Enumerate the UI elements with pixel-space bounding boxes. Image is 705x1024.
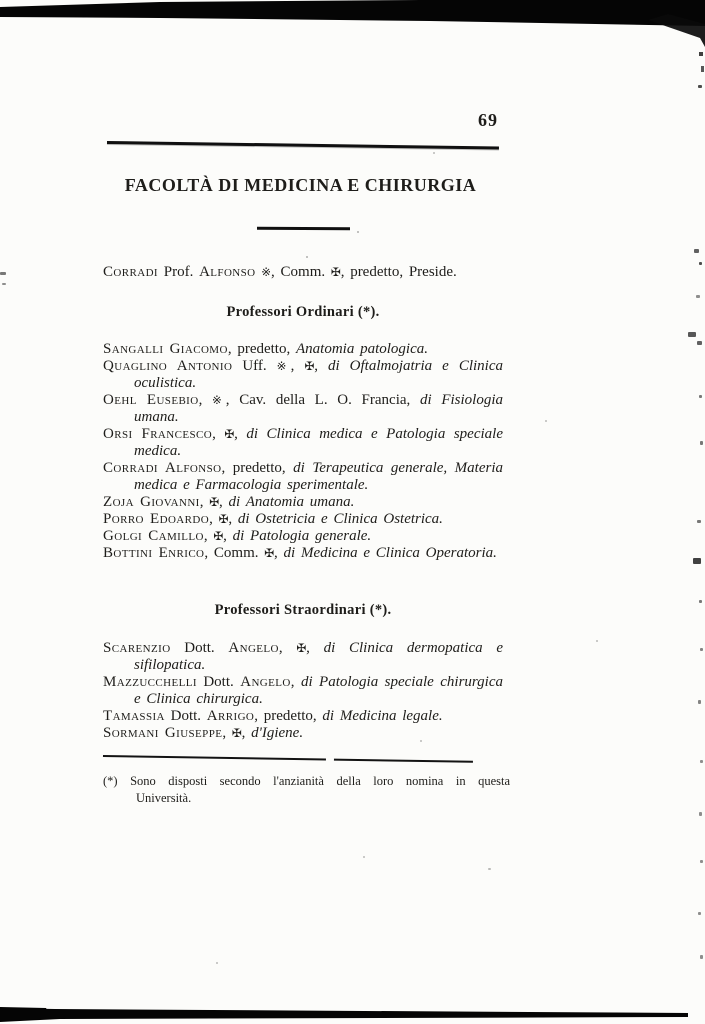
professor-entry [103, 358, 503, 392]
text-segment: Mazzucchelli [103, 674, 197, 690]
text-segment: Dott. [164, 708, 207, 724]
scan-speck [420, 740, 422, 742]
scan-speck [488, 868, 491, 870]
scan-speck [545, 420, 547, 422]
title-underline-rule [257, 227, 350, 230]
text-segment: Tamassia [103, 708, 165, 724]
scan-speck [596, 640, 598, 642]
text-segment: Orsi Francesco [103, 426, 213, 442]
text-segment: di Patologia speciale chirurgica e Clinica chirurgica. [134, 674, 504, 707]
text-segment: , predetto, Preside. [340, 264, 457, 280]
page-title: FACOLTÀ DI MEDICINA E CHIRURGIA [124, 175, 477, 195]
section-professori-straordinari [103, 602, 503, 742]
scan-speck [698, 700, 701, 704]
text-segment: Quaglino Antonio [103, 358, 233, 374]
professor-entry [103, 511, 503, 528]
scan-speck [700, 441, 703, 445]
order-cross-icon: ✠ [224, 427, 235, 441]
scan-speck [2, 283, 6, 285]
professor-entry [103, 528, 503, 545]
footnote-text: Sono disposti secondo l'anzianità della loro nomina in questa Università. [130, 774, 510, 805]
order-cross-icon: ✠ [209, 495, 220, 509]
order-cross-icon: ✠ [218, 512, 229, 526]
text-segment: Golgi Camillo [103, 528, 204, 544]
royal-order-star-icon: ※ [276, 359, 291, 373]
scan-speck [0, 272, 6, 275]
professor-list [103, 341, 503, 562]
scan-speck [694, 249, 699, 253]
order-cross-icon: ✠ [296, 641, 307, 655]
text-segment: , [228, 511, 238, 527]
text-segment: , [203, 528, 214, 544]
text-segment: Angelo [240, 674, 291, 690]
text-segment: , [314, 358, 328, 374]
order-cross-icon: ✠ [213, 529, 224, 543]
footnote-rule-segment [334, 759, 473, 764]
scan-speck [697, 520, 701, 523]
text-segment: , [306, 640, 324, 656]
scan-speck [700, 648, 703, 651]
scan-artifact-corner-claw [648, 14, 705, 47]
text-segment: Corradi [103, 264, 158, 280]
order-cross-icon: ✠ [264, 546, 275, 560]
section-professori-ordinari [103, 304, 503, 562]
text-segment: Sangalli Giacomo [103, 341, 228, 357]
text-segment: di Clinica medica e Patologia speciale medica. [134, 426, 503, 459]
professor-entry [103, 341, 503, 358]
text-segment: Prof. [157, 264, 200, 280]
text-segment: , [234, 426, 247, 442]
text-segment: Angelo [228, 640, 279, 656]
scan-artifact-bottom-edge [0, 1008, 688, 1022]
scan-speck [363, 856, 365, 858]
text-segment: Uff. [232, 358, 277, 374]
scan-speck [693, 558, 701, 564]
scan-speck [306, 256, 308, 258]
text-segment: di Clinica dermopatica e sifilopatica. [134, 640, 504, 673]
scan-speck [697, 341, 702, 345]
text-segment: , predetto, [254, 708, 323, 724]
royal-order-star-icon: ※ [261, 265, 272, 279]
scan-speck [357, 231, 359, 233]
text-segment: , predetto, [227, 341, 296, 357]
text-segment: di Medicina legale. [322, 708, 443, 724]
professor-entry [103, 674, 503, 708]
text-segment: di Terapeutica generale, Materia medica e Farmacologia sperimentale. [134, 460, 503, 493]
text-segment: d'Igiene. [251, 725, 304, 741]
order-cross-icon: ✠ [330, 265, 341, 279]
professor-entry [103, 640, 503, 674]
scan-speck [699, 395, 702, 398]
professor-list [103, 640, 503, 742]
scan-speck [699, 600, 702, 603]
scan-speck [216, 962, 218, 964]
scan-speck [700, 760, 703, 763]
professor-entry [103, 708, 503, 725]
royal-order-star-icon: ※ [212, 393, 226, 407]
text-segment: , [209, 511, 219, 527]
text-segment: , [278, 640, 297, 656]
text-segment: di Ostetricia e Clinica Ostetrica. [237, 511, 443, 527]
professor-entry [103, 545, 503, 562]
text-segment: Alfonso [199, 264, 256, 280]
scan-speck [699, 812, 702, 816]
page-number: 69 [478, 110, 498, 130]
text-segment: , [212, 426, 225, 442]
text-segment: Anatomia patologica. [295, 341, 428, 357]
text-segment: , [198, 392, 213, 408]
text-segment: di Oftalmojatria e Clinica oculistica. [134, 358, 504, 391]
scan-speck [700, 860, 703, 863]
text-segment: , [290, 674, 301, 690]
text-segment: Arrigo [206, 708, 255, 724]
scan-speck [696, 295, 700, 298]
professor-entry [103, 725, 503, 742]
section-heading: Professori Ordinari (*). [226, 304, 380, 320]
professor-entry [103, 426, 503, 460]
text-segment: , [222, 725, 232, 741]
order-cross-icon: ✠ [231, 726, 242, 740]
text-segment: , [199, 494, 210, 510]
order-cross-icon: ✠ [304, 359, 315, 373]
text-segment: di Medicina e Clinica Operatoria. [283, 545, 497, 561]
footnote-rule-segment [103, 755, 326, 761]
text-segment: di Patologia generale. [232, 528, 372, 544]
professor-entry [103, 494, 503, 511]
text-segment: Sormani Giuseppe [103, 725, 223, 741]
professor-entry [103, 460, 503, 494]
text-segment: Oehl Eusebio [103, 392, 199, 408]
preside-line [103, 263, 503, 281]
text-segment: , [219, 494, 229, 510]
text-segment: Porro Edoardo [103, 511, 210, 527]
scan-speck [698, 85, 702, 88]
text-segment: , predetto, [221, 460, 294, 476]
footnote-rule [103, 755, 473, 761]
footnote-marker: (*) [103, 774, 118, 788]
scan-speck [433, 152, 435, 154]
text-segment: Dott. [170, 640, 229, 656]
text-segment: , [274, 545, 284, 561]
text-segment: , Comm. [271, 264, 331, 280]
scan-speck [699, 262, 702, 265]
scan-speck [698, 912, 701, 915]
scan-speck [700, 955, 703, 959]
text-segment: di Anatomia umana. [228, 494, 355, 510]
text-segment: , Cav. della L. O. Francia, [225, 392, 420, 408]
page-number-row [103, 110, 498, 131]
text-segment: di Fisiologia umana. [134, 392, 504, 425]
text-segment: Corradi Alfonso [103, 460, 222, 476]
text-segment: Scarenzio [103, 640, 171, 656]
text-segment: , [241, 725, 252, 741]
text-segment: , Comm. [204, 545, 265, 561]
text-segment: Zoja Giovanni [103, 494, 200, 510]
professor-entry [103, 392, 503, 426]
scan-speck [688, 332, 696, 337]
scan-artifact-top-edge [0, 0, 705, 26]
section-heading: Professori Straordinari (*). [214, 602, 392, 618]
text-segment: Dott. [196, 674, 241, 690]
header-rule [107, 141, 499, 149]
footnote [103, 773, 510, 807]
text-segment: , [290, 358, 305, 374]
text-segment: , [223, 528, 233, 544]
text-segment: Bottini Enrico [103, 545, 205, 561]
